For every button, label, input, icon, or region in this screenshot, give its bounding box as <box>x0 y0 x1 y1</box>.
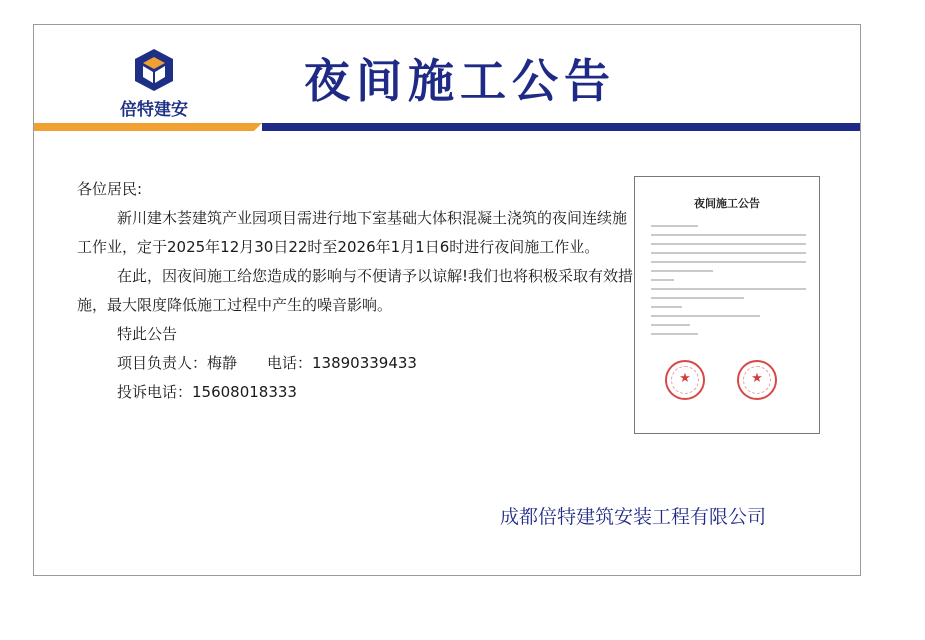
logo-text: 倍特建安 <box>120 100 188 120</box>
notice-paragraph-1: 新川建木荟建筑产业园项目需进行地下室基础大体积混凝土浇筑的夜间连续施工作业，定于2025年12月30日22时至2026年1月1日6时进行夜间施工作业。 <box>77 209 628 256</box>
project-manager: 项目负责人：梅静 <box>117 354 238 372</box>
notice-content <box>77 175 637 407</box>
notice-board <box>33 24 861 576</box>
company-name: 成都倍特建筑安装工程有限公司 <box>500 506 767 528</box>
manager-phone: 电话：13890339433 <box>267 354 417 372</box>
red-seal-icon <box>737 360 777 400</box>
red-seal-icon <box>665 360 705 400</box>
closing-line: 特此公告 <box>117 325 178 343</box>
complaint-phone: 投诉电话：15608018333 <box>117 383 297 401</box>
greeting: 各位居民: <box>77 180 143 198</box>
divider-orange <box>34 123 254 131</box>
divider-blue <box>262 123 860 131</box>
thumbnail-title: 夜间施工公告 <box>694 197 760 210</box>
contact-line <box>77 349 637 378</box>
page-title: 夜间施工公告 <box>304 54 616 108</box>
notice-thumbnail <box>634 176 820 434</box>
header-divider <box>34 123 860 131</box>
thumbnail-text-lines <box>651 225 806 342</box>
notice-paragraph-2: 在此，因夜间施工给您造成的影响与不便请予以谅解!我们也将积极采取有效措施，最大限度降低施工过程中产生的噪音影响。 <box>77 267 634 314</box>
cube-logo-icon <box>132 47 176 93</box>
